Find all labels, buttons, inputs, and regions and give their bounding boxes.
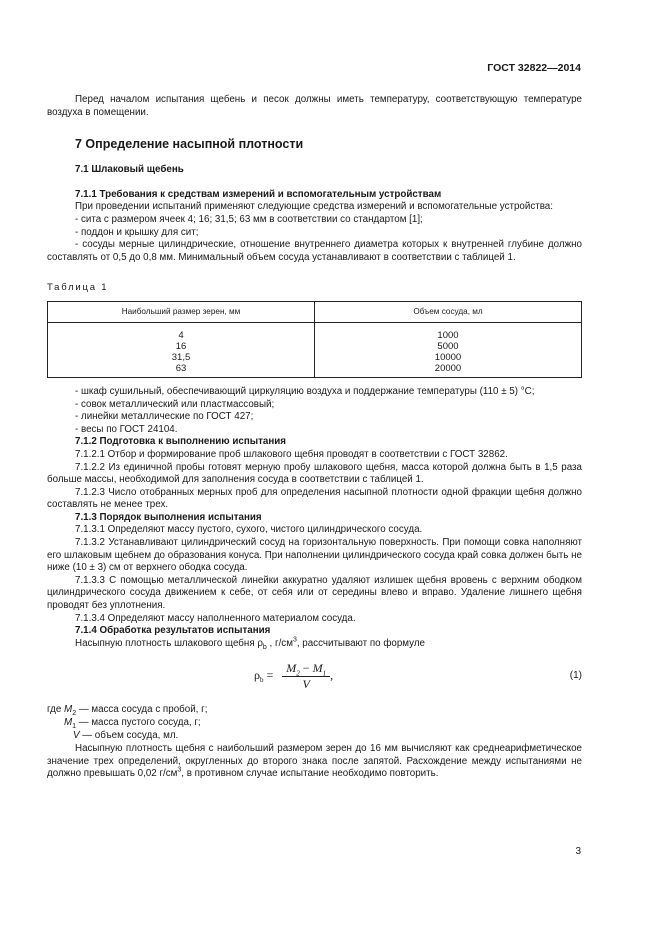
table-row	[48, 322, 582, 377]
section-7-1-title: 7.1 Шлаковый щебень	[75, 164, 184, 176]
s711-item-3: - сосуды мерные цилиндрические, отношение внутреннего диаметра которых к внутренней глубине должно составлять от 0,5 до 0,8 мм. Минимальный объем сосуда устанавливают в соответствии с таблицей 1.	[47, 239, 582, 263]
s713-p4: 7.1.3.4 Определяют массу наполненного материалом сосуда.	[75, 612, 356, 624]
s713-p1: 7.1.3.1 Определяют массу пустого, сухого, чистого цилиндрического сосуда.	[75, 524, 423, 536]
size-value: 31,5	[171, 351, 191, 363]
section-7-1-2-title: 7.1.2 Подготовка к выполнению испытания	[75, 436, 287, 448]
size-value: 4	[178, 329, 184, 341]
page-content	[47, 94, 582, 781]
volume-value: 20000	[434, 362, 462, 374]
section-7-1-1-title: 7.1.1 Требования к средствам измерений и вспомогательным устройствам	[75, 188, 442, 200]
table-1	[47, 301, 582, 378]
size-value: 16	[175, 340, 187, 352]
equipment-item-3: - линейки металлические по ГОСТ 427;	[75, 411, 254, 423]
s711-item-1: - сита с размером ячеек 4; 16; 31,5; 63 мм в соответствии со стандартом [1];	[75, 213, 423, 225]
s711-item-2: - поддон и крышку для сит;	[75, 226, 199, 238]
s711-text: При проведении испытаний применяют следующие средства измерений и вспомогательные устройства:	[75, 201, 553, 213]
s714-p1: Насыпную плотность шлакового щебня $\rho_b$ , $г/см^3$, рассчитывают по формуле	[75, 636, 425, 651]
volume-value: 10000	[434, 351, 462, 363]
s712-p2: 7.1.2.2 Из единичной пробы готовят мерную пробу шлакового щебня, масса которой должна быть в 1,5 раза больше массы, необходимой для заполнения сосуда в соответствии с таблицей 1.	[47, 461, 582, 486]
section-7-1-3-title: 7.1.3 Порядок выполнения испытания	[75, 511, 262, 523]
volume-cell	[315, 322, 582, 377]
equipment-item-1: - шкаф сушильный, обеспечивающий циркуляцию воздуха и поддержание температуры (110 ± 5) °С;	[75, 385, 535, 397]
standard-header: ГОСТ 32822—2014	[487, 62, 581, 74]
equipment-item-2: - совок металлический или пластмассовый;	[75, 398, 275, 410]
final-paragraph: Насыпную плотность щебня с наибольший размером зерен до 16 мм вычисляют как среднеарифметическое значение трех определений, округленных до второго знака после запятой. Расхождение между испытаниями не должно превышать 0,02 $г/см^3$, в противном случае испытание необходимо повторить.	[47, 743, 582, 780]
size-value: 63	[175, 362, 187, 374]
s713-p3: 7.1.3.3 С помощью металлической линейки аккуратно удаляют излишек щебня вровень с верхним ободком цилиндрического сосуда движением к себе, от себя или от середины влево и вправо. Удаление лишнего щебня проводят без уплотнения.	[47, 574, 582, 612]
formula-expression: $\rho_b$ = $\frac{M_2 - M_1}{V}$ ,	[254, 661, 334, 691]
s713-p2: 7.1.3.2 Устанавливают цилиндрический сосуд на горизонтальную поверхность. При помощи совка наполняют его шлаковым щебнем до образования конуса. При наполнении цилиндрического сосуда край совка должен быть не ниже (10 ± 3) см от верхнего ободка сосуда.	[47, 537, 582, 574]
where-line-2: $M_1$ — масса пустого сосуда, г;	[64, 717, 201, 730]
where-line-3: V — объем сосуда, мл.	[73, 729, 179, 741]
s712-p1: 7.1.2.1 Отбор и формирование проб шлакового щебня проводят в соответствии с ГОСТ 32862.	[75, 448, 508, 460]
formula-1	[47, 656, 582, 698]
equipment-item-4: - весы по ГОСТ 24104.	[75, 423, 178, 435]
volume-value: 5000	[437, 340, 459, 352]
table-header-size: Наибольший размер зерен, мм	[48, 301, 315, 322]
intro-paragraph: Перед началом испытания щебень и песок должны иметь температуру, соответствующую температуре воздуха в помещении.	[47, 94, 582, 118]
where-line-1: где $M_2$ — масса сосуда с пробой, г;	[47, 704, 208, 718]
size-cell	[48, 322, 315, 377]
volume-value: 1000	[437, 329, 459, 341]
section-7-1-4-title: 7.1.4 Обработка результатов испытания	[75, 625, 271, 637]
table-caption: Таблица 1	[47, 282, 109, 294]
section-7-title: 7 Определение насыпной плотности	[75, 137, 304, 152]
table-header-volume: Объем сосуда, мл	[315, 301, 582, 322]
s712-p3: 7.1.2.3 Число отобранных мерных проб для определения насыпной плотности одной фракции щебня должно составлять не менее трех.	[47, 486, 582, 511]
formula-fraction: $\frac{M_2 - M_1}{V}$	[282, 662, 330, 690]
page-number: 3	[575, 846, 581, 857]
formula-number: (1)	[569, 670, 582, 682]
